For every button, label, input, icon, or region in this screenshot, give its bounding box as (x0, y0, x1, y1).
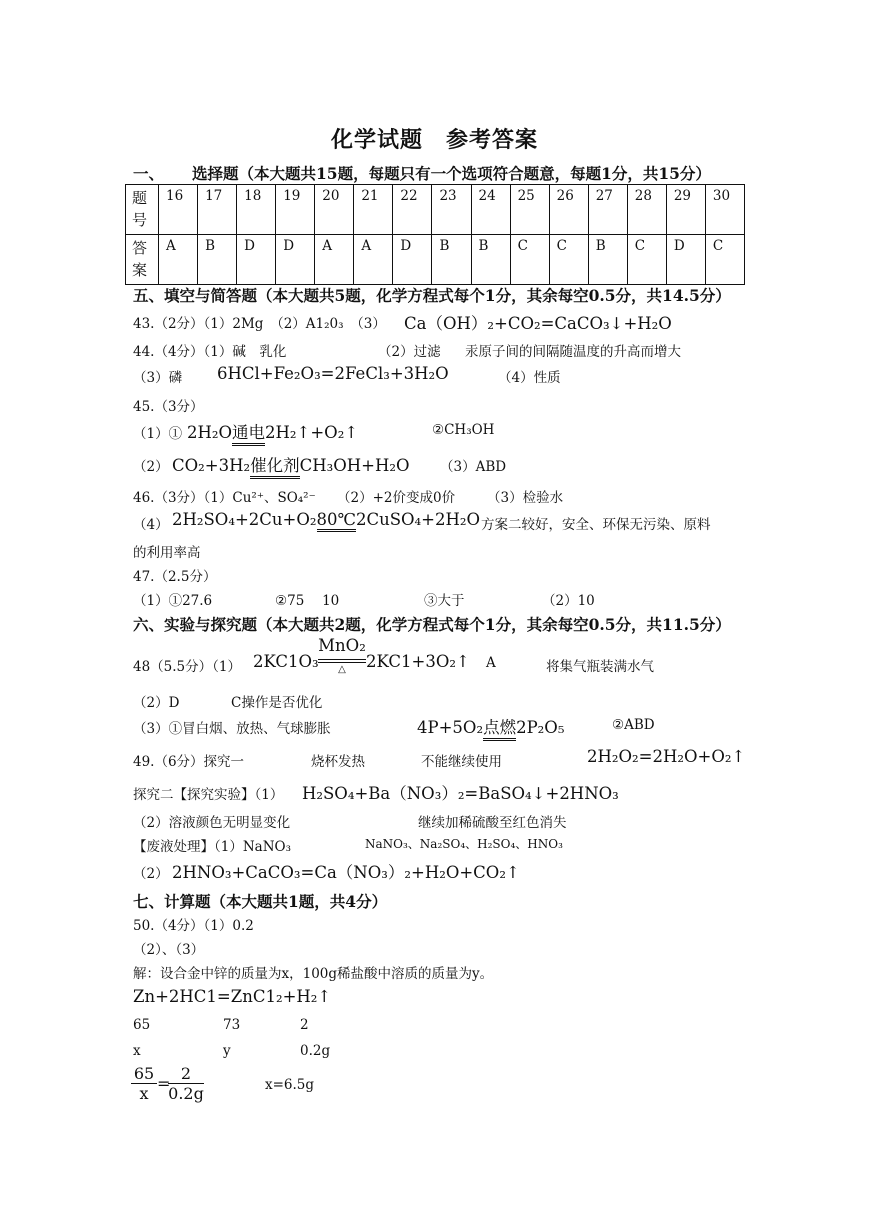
q49-equation-1: 2H₂O₂=2H₂O+O₂↑ (587, 747, 746, 766)
table-cell: 18 (237, 185, 276, 235)
table-cell: 26 (549, 185, 588, 235)
q45-part2: （2） (133, 459, 169, 475)
table-cell: 27 (588, 185, 627, 235)
equation-left: 2H₂O (187, 423, 233, 442)
table-cell: D (393, 235, 432, 285)
q47-part1b: ②75 10 (275, 593, 340, 609)
q49-explore1-c: 不能继续使用 (421, 754, 502, 770)
table-cell: 19 (276, 185, 315, 235)
q49-equation-2: H₂SO₄+Ba（NO₃）₂=BaSO₄↓+2HNO₃ (302, 784, 619, 803)
equation-right: 2CuSO₄+2H₂O (355, 510, 481, 529)
q50-ratio-65: 65 (133, 1017, 151, 1033)
table-cell: B (432, 235, 471, 285)
q46-part4-comment-cont: 的利用率高 (133, 545, 201, 561)
table-cell: 16 (159, 185, 198, 235)
q50-ratio-2: 2 (300, 1017, 309, 1033)
fraction-right-denominator: 0.2g (168, 1084, 204, 1103)
equation-left: 2H₂SO₄+2Cu+O₂ (172, 510, 317, 529)
fraction-equals: = (157, 1074, 171, 1093)
table-cell: 29 (666, 185, 705, 235)
q50-unknown-x: x (133, 1043, 141, 1059)
table-head-number: 题号 (126, 185, 159, 235)
q50-equation: Zn+2HC1=ZnC1₂+H₂↑ (133, 987, 332, 1006)
fraction-right (168, 1064, 204, 1103)
q46-part4: （4） (133, 517, 169, 533)
q46-equation (172, 510, 480, 532)
table-cell: 20 (315, 185, 354, 235)
q50-ratio-73: 73 (223, 1017, 241, 1033)
equation-right: 2H₂↑+O₂↑ (265, 423, 359, 442)
condition-ignite: 点燃 (483, 714, 516, 741)
section-5-heading: 五、填空与简答题（本大题共5题，化学方程式每个1分，其余每空0.5分，共14.5分） (133, 286, 731, 305)
table-cell: 25 (510, 185, 549, 235)
q47-part2: （2）10 (542, 593, 595, 609)
table-cell: 30 (705, 185, 744, 235)
q49-equation-3: 2HNO₃+CaCO₃=Ca（NO₃）₂+H₂O+CO₂↑ (172, 863, 520, 882)
q48-heat-symbol: △ (338, 664, 346, 675)
table-cell: 23 (432, 185, 471, 235)
q48-part3b: ②ABD (612, 717, 655, 733)
q44-part4: （4）性质 (498, 370, 561, 386)
q46-part3: （3）检验水 (487, 490, 564, 506)
table-cell: 17 (198, 185, 237, 235)
q45-head: 45.（3分） (133, 399, 204, 415)
q48-part3: （3）①冒白烟、放热、气球膨胀 (133, 721, 331, 737)
q50-solution: 解：设合金中锌的质量为x，100g稀盐酸中溶质的质量为y。 (133, 966, 494, 982)
q49-explore2: 探究二【探究实验】（1） (133, 787, 284, 803)
table-cell: 21 (354, 185, 393, 235)
q44-part1: 44.（4分）（1）碱 乳化 (133, 344, 287, 360)
table-cell: D (237, 235, 276, 285)
q50-part23: （2）、（3） (133, 942, 205, 958)
table-row-answers (126, 235, 745, 285)
fraction-left (131, 1064, 157, 1103)
q43-equation: Ca（OH）₂+CO₂=CaCO₃↓+H₂O (404, 314, 672, 333)
q49-explore1: 49.（6分）探究一 (133, 754, 245, 770)
condition-catalyst: 催化剂 (250, 452, 300, 479)
table-cell: 22 (393, 185, 432, 235)
table-cell: A (159, 235, 198, 285)
q48-part2a: （2）D (133, 695, 180, 711)
q48-part2b: C操作是否优化 (231, 695, 323, 711)
fraction-left-denominator: x (131, 1083, 157, 1103)
table-cell: C (510, 235, 549, 285)
equation-right: CH₃OH+H₂O (299, 456, 410, 475)
table-cell: D (666, 235, 705, 285)
q45-equation-1 (187, 419, 358, 446)
q50-part1: 50.（4分）（1）0.2 (133, 918, 254, 934)
q47-head: 47.（2.5分） (133, 569, 217, 585)
table-cell: B (471, 235, 510, 285)
q46-part1: 46.（3分）（1）Cu²⁺、SO₄²⁻ (133, 490, 316, 506)
q48-condition-line (318, 659, 366, 663)
q45-part3: （3）ABD (440, 459, 507, 475)
q48-catalyst: MnO₂ (318, 636, 366, 655)
table-cell: A (354, 235, 393, 285)
q46-part4-comment: 方案二较好，安全、环保无污染、原料 (481, 517, 711, 533)
fraction-right-numerator: 2 (180, 1064, 192, 1083)
table-cell: 28 (627, 185, 666, 235)
q45-equation-2 (172, 452, 410, 479)
table-cell: C (627, 235, 666, 285)
q46-part2: （2）+2价变成0价 (337, 490, 456, 506)
q43-text: 43.（2分）（1）2Mg （2）A1₂0₃ （3） (133, 316, 386, 332)
equation-left: 4P+5O₂ (417, 718, 484, 737)
q49-explore1-b: 烧杯发热 (311, 754, 365, 770)
answer-table (125, 184, 745, 285)
q48-equation-right: 2KC1+3O₂↑ (366, 652, 470, 671)
q48-equation-left: 2KC1O₃ (253, 652, 319, 671)
table-cell: A (315, 235, 354, 285)
q45-part1: （1）① (133, 426, 183, 442)
q49-part2b: 继续加稀硫酸至红色消失 (418, 815, 567, 831)
page-title: 化学试题 参考答案 (330, 127, 538, 153)
condition-temperature: 80℃ (317, 510, 356, 532)
section-6-heading: 六、实验与探究题（本大题共2题，化学方程式每个1分，其余每空0.5分，共11.5分） (133, 615, 731, 634)
q44-part2: （2）过滤 (378, 344, 441, 360)
table-head-answer: 答案 (126, 235, 159, 285)
q48-part1: 48（5.5分）（1） (133, 659, 241, 675)
table-cell: D (276, 235, 315, 285)
q50-mass-h2: 0.2g (300, 1043, 331, 1059)
q49-waste-1: 【废液处理】（1）NaNO₃ (133, 839, 291, 855)
q44-part2-reason: 汞原子间的间隔随温度的升高而增大 (465, 344, 681, 360)
q49-part2a: （2）溶液颜色无明显变化 (133, 815, 291, 831)
table-cell: B (198, 235, 237, 285)
q49-waste-2: （2） (133, 866, 169, 882)
section-1-number: 一、 (133, 164, 165, 183)
fraction-left-numerator: 65 (133, 1064, 155, 1083)
equation-right: 2P₂O₅ (516, 718, 565, 737)
equation-left: CO₂+3H₂ (172, 456, 251, 475)
q47-part1a: （1）①27.6 (133, 593, 213, 609)
q49-waste-1b: NaNO₃、Na₂SO₄、H₂SO₄、HNO₃ (365, 837, 563, 851)
q47-part1c: ③大于 (424, 593, 465, 609)
table-cell: C (705, 235, 744, 285)
q44-equation: 6HCl+Fe₂O₃=2FeCl₃+3H₂O (217, 364, 449, 383)
q50-result: x=6.5g (265, 1077, 315, 1093)
condition-electrolysis: 通电 (232, 419, 265, 446)
q48-equation-2 (417, 714, 564, 741)
q44-part3: （3）磷 (133, 370, 183, 386)
q48-part1b: A (486, 655, 496, 671)
table-cell: 24 (471, 185, 510, 235)
table-row-numbers (126, 185, 745, 235)
q48-part1c: 将集气瓶装满水气 (546, 659, 654, 675)
q45-part1b: ②CH₃OH (432, 422, 495, 438)
section-7-heading: 七、计算题（本大题共1题，共4分） (133, 892, 388, 911)
section-1-heading: 选择题（本大题共15题，每题只有一个选项符合题意，每题1分，共15分） (192, 164, 711, 183)
table-cell: B (588, 235, 627, 285)
table-cell: C (549, 235, 588, 285)
q50-unknown-y: y (223, 1043, 231, 1059)
